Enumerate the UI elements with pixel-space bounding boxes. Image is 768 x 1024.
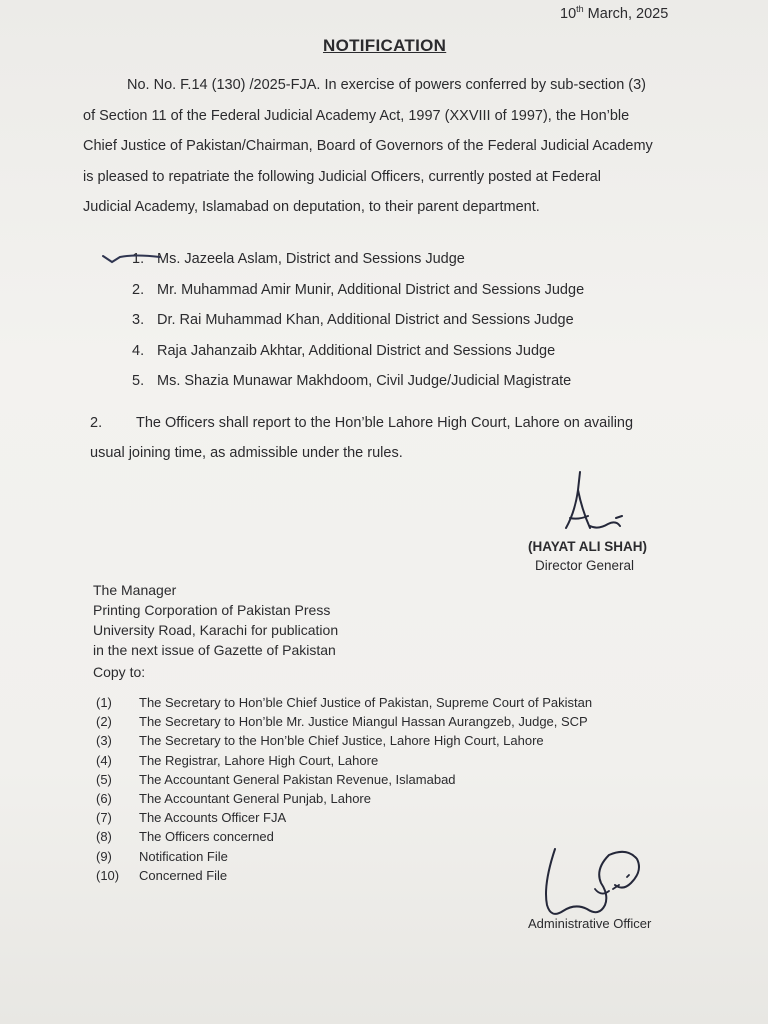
notification-date: 10th March, 2025 — [560, 4, 669, 22]
officer-item: 5. Ms. Shazia Munawar Makhdoom, Civil Judge/Judicial Magistrate — [132, 373, 572, 389]
copy-item: (6) The Accountant General Punjab, Lahore — [96, 790, 371, 806]
director-signature — [560, 470, 640, 540]
intro-line: Chief Justice of Pakistan/Chairman, Board of Governors of the Federal Judicial Academy — [83, 138, 653, 154]
copy-item: (8) The Officers concerned — [96, 829, 274, 845]
copy-to-list — [96, 693, 592, 885]
addressee-block — [93, 580, 338, 660]
copy-item: (7) The Accounts Officer FJA — [96, 810, 287, 826]
copy-to-heading: Copy to: — [93, 664, 146, 680]
officers-list — [132, 244, 584, 397]
copy-item: (4) The Registrar, Lahore High Court, Lahore — [96, 752, 379, 768]
admin-officer-label: Administrative Officer — [528, 916, 652, 931]
copy-item: (10) Concerned File — [96, 867, 228, 883]
intro-line: No. No. F.14 (130) /2025-FJA. In exercise of powers conferred by sub-section (3) — [127, 77, 647, 93]
copy-item: (9) Notification File — [96, 848, 228, 864]
officer-item: 1. Ms. Jazeela Aslam, District and Sessions Judge — [132, 251, 465, 267]
addressee-line: in the next issue of Gazette of Pakistan — [93, 642, 336, 658]
pen-tick-mark — [100, 248, 170, 268]
intro-line: Judicial Academy, Islamabad on deputation, to their parent department. — [83, 199, 540, 215]
officer-item: 4. Raja Jahanzaib Akhtar, Additional District and Sessions Judge — [132, 342, 556, 359]
intro-line: of Section 11 of the Federal Judicial Academy Act, 1997 (XXVIII of 1997), the Hon’ble — [83, 107, 630, 124]
notification-title: NOTIFICATION — [323, 36, 447, 55]
copy-item: (3) The Secretary to the Hon’ble Chief Justice, Lahore High Court, Lahore — [96, 733, 544, 749]
addressee-line: The Manager — [93, 582, 177, 598]
paragraph-2: 2. The Officers shall report to the Hon’ble Lahore High Court, Lahore on availing usual joining time, as admissible under the rules. — [90, 415, 634, 461]
copy-item: (2) The Secretary to Hon’ble Mr. Justice Miangul Hassan Aurangzeb, Judge, SCP — [96, 714, 588, 730]
intro-paragraph — [83, 70, 675, 223]
copy-item: (1) The Secretary to Hon’ble Chief Justice of Pakistan, Supreme Court of Pakistan — [96, 695, 593, 710]
addressee-line: Printing Corporation of Pakistan Press — [93, 602, 331, 618]
signatory-name: (HAYAT ALI SHAH) — [528, 539, 648, 554]
officer-item: 2. Mr. Muhammad Amir Munir, Additional District and Sessions Judge — [132, 281, 585, 298]
signatory-designation: Director General — [535, 558, 635, 573]
intro-line: is pleased to repatriate the following Judicial Officers, currently posted at Federal — [83, 168, 601, 185]
copy-item: (5) The Accountant General Pakistan Revenue, Islamabad — [96, 771, 456, 787]
addressee-line: University Road, Karachi for publication — [93, 622, 339, 638]
officer-item: 3. Dr. Rai Muhammad Khan, Additional District and Sessions Judge — [132, 312, 574, 328]
